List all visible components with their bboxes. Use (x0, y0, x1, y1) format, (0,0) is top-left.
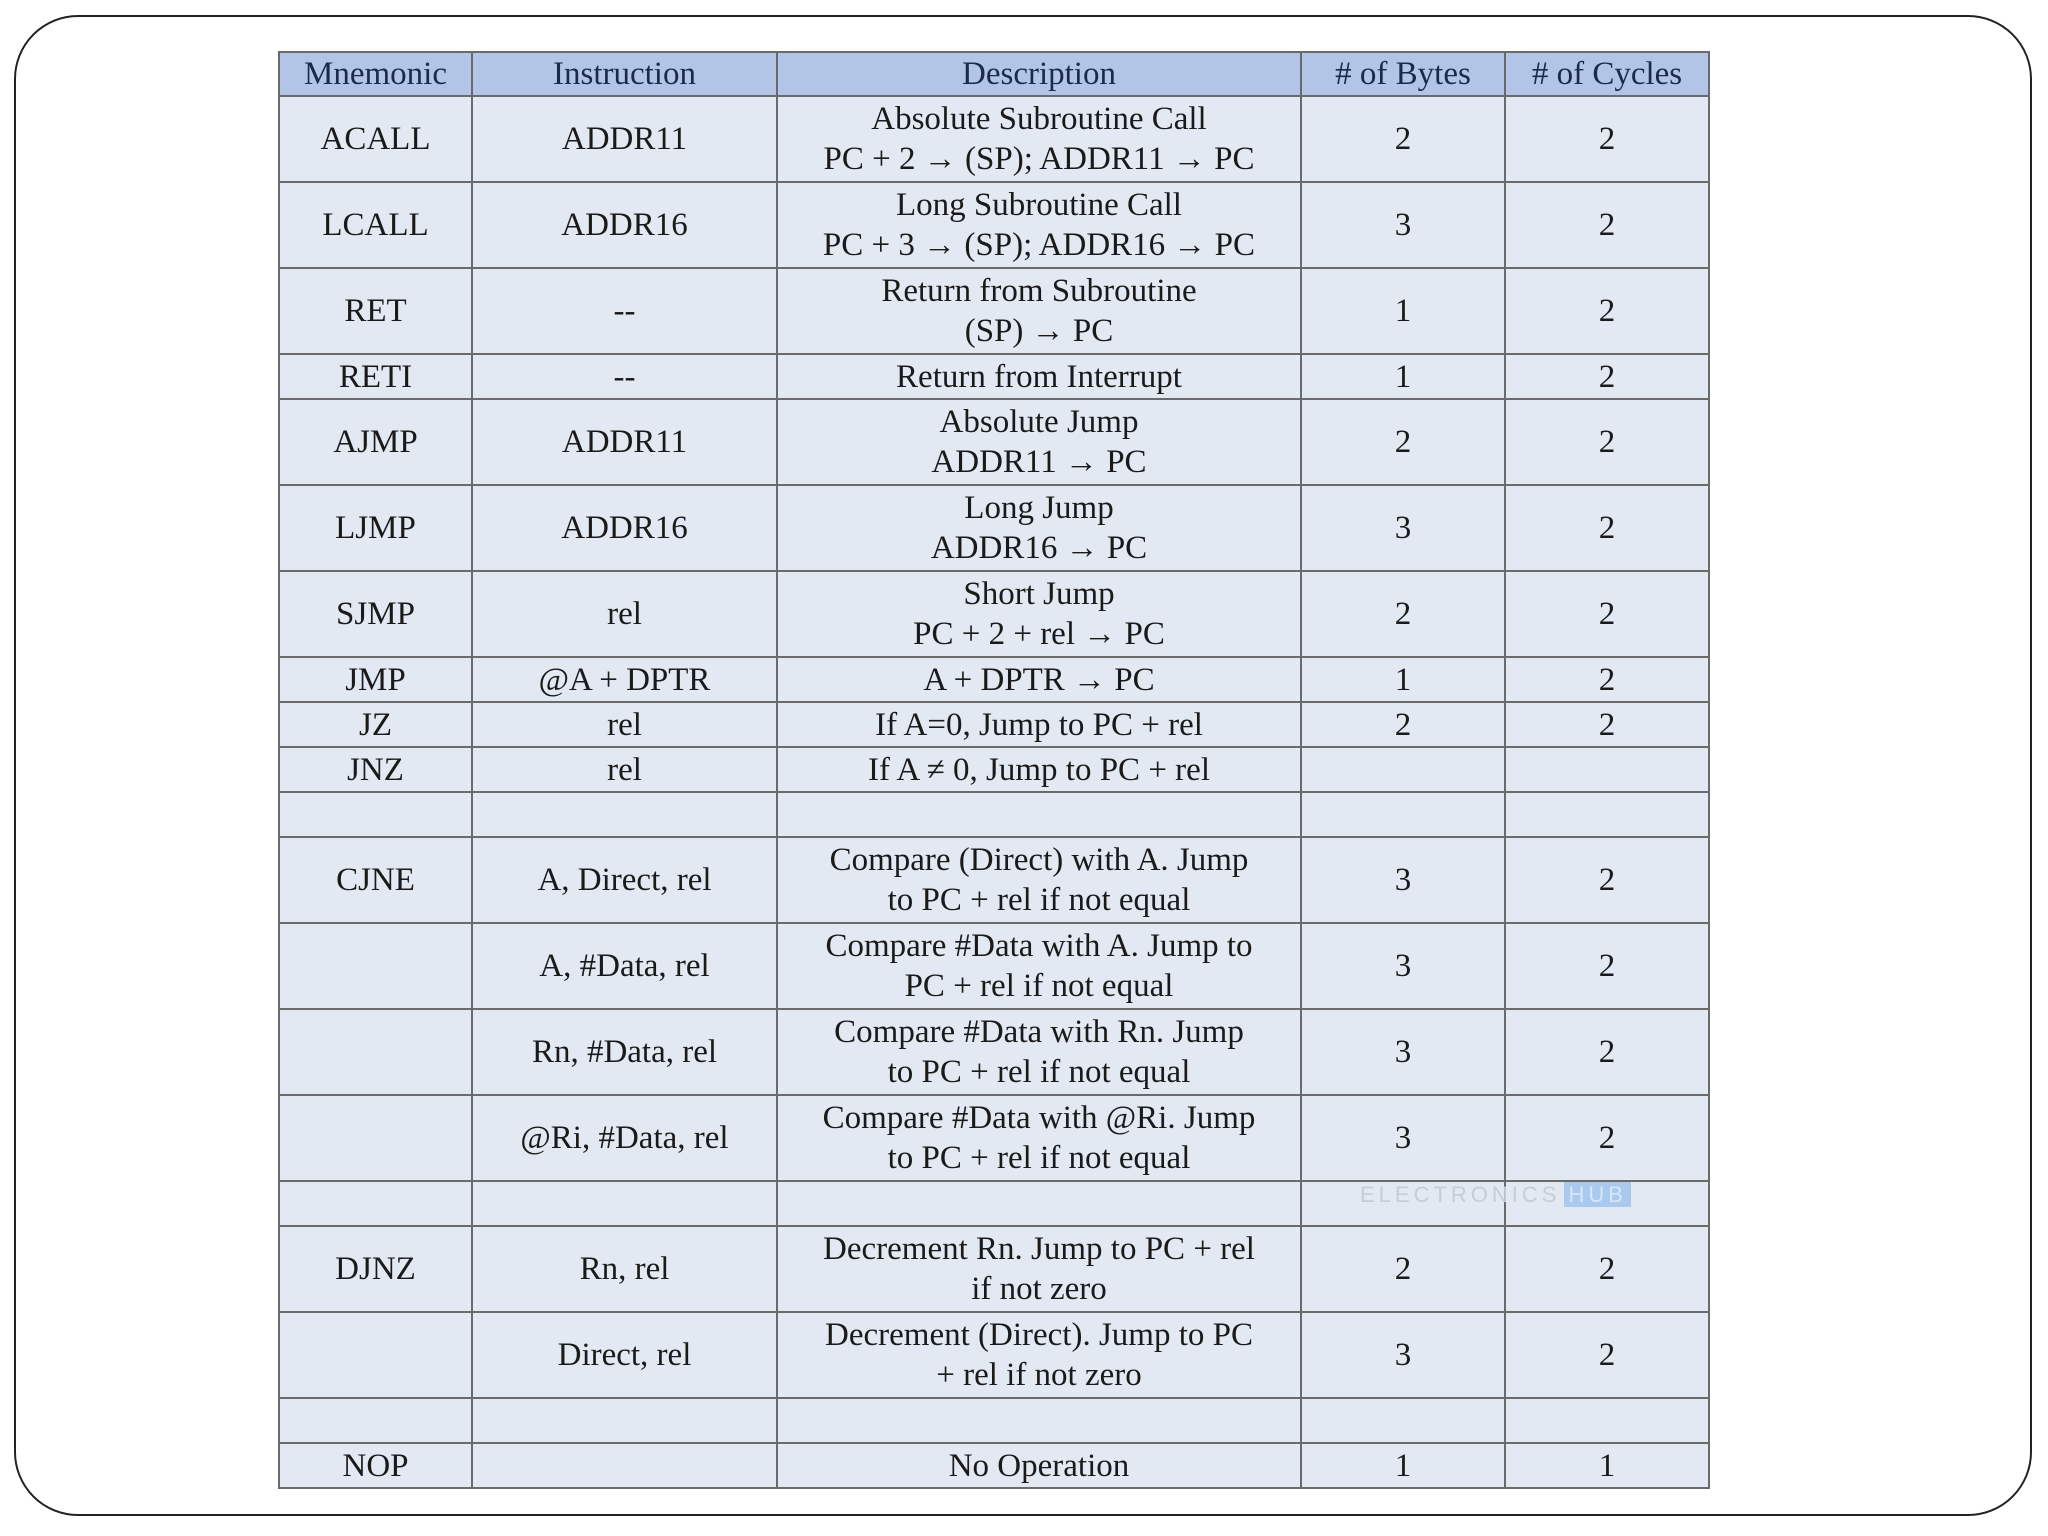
description-line: Long Jump (964, 490, 1114, 526)
cell-bytes (1301, 792, 1505, 837)
cell-cycles (1505, 792, 1709, 837)
table-row (279, 182, 1709, 268)
cell-bytes: 1 (1301, 657, 1505, 702)
description-line: If A=0, Jump to PC + rel (875, 706, 1203, 743)
description-line: Decrement (Direct). Jump to PC (825, 1317, 1253, 1353)
cell-mnemonic (279, 1009, 472, 1095)
cell-instruction: ADDR16 (472, 182, 777, 268)
cell-cycles: 1 (1505, 1443, 1709, 1488)
cell-cycles: 2 (1505, 1226, 1709, 1312)
cell-description (777, 571, 1301, 657)
cell-cycles: 2 (1505, 1009, 1709, 1095)
cell-mnemonic: ACALL (279, 96, 472, 182)
cell-bytes (1301, 747, 1505, 792)
table-row (279, 399, 1709, 485)
cell-bytes: 1 (1301, 268, 1505, 354)
cell-bytes: 3 (1301, 837, 1505, 923)
cell-mnemonic: LJMP (279, 485, 472, 571)
cell-description (777, 1181, 1301, 1226)
table-row (279, 657, 1709, 702)
description-line: PC + 2 → (SP); ADDR11 → PC (823, 141, 1255, 177)
cell-instruction (472, 1181, 777, 1226)
cell-bytes: 3 (1301, 1009, 1505, 1095)
description-line: PC + rel if not equal (904, 968, 1174, 1004)
description-line: (SP) → PC (964, 313, 1114, 349)
header-row (279, 52, 1709, 96)
table-row (279, 571, 1709, 657)
cell-description (777, 837, 1301, 923)
description-line: Compare (Direct) with A. Jump (829, 842, 1249, 878)
description-line: Long Subroutine Call (896, 187, 1182, 223)
table-row (279, 268, 1709, 354)
cell-description (777, 1226, 1301, 1312)
cell-instruction (472, 1443, 777, 1488)
cell-bytes: 3 (1301, 1095, 1505, 1181)
header-mnemonic: Mnemonic (279, 52, 472, 96)
cell-mnemonic: DJNZ (279, 1226, 472, 1312)
table-row (279, 747, 1709, 792)
instruction-table-container (278, 51, 1708, 1489)
description-line: ADDR11 → PC (931, 444, 1147, 480)
cell-cycles: 2 (1505, 571, 1709, 657)
cell-cycles: 2 (1505, 923, 1709, 1009)
cell-instruction: @A + DPTR (472, 657, 777, 702)
cell-cycles: 2 (1505, 399, 1709, 485)
cell-bytes: 3 (1301, 182, 1505, 268)
cell-cycles: 2 (1505, 837, 1709, 923)
table-row (279, 354, 1709, 399)
table-row (279, 1312, 1709, 1398)
description-line: Compare #Data with Rn. Jump (834, 1014, 1244, 1050)
description-line: No Operation (948, 1447, 1130, 1484)
description-line: ADDR16 → PC (930, 530, 1148, 566)
cell-description (777, 657, 1301, 702)
cell-mnemonic (279, 923, 472, 1009)
table-row (279, 1095, 1709, 1181)
cell-mnemonic (279, 1095, 472, 1181)
cell-instruction: A, Direct, rel (472, 837, 777, 923)
cell-instruction: Rn, rel (472, 1226, 777, 1312)
cell-description (777, 792, 1301, 837)
cell-instruction: @Ri, #Data, rel (472, 1095, 777, 1181)
cell-description (777, 1312, 1301, 1398)
cell-instruction: -- (472, 354, 777, 399)
cell-description (777, 485, 1301, 571)
cell-mnemonic: RET (279, 268, 472, 354)
cell-instruction: ADDR11 (472, 96, 777, 182)
cell-cycles (1505, 1398, 1709, 1443)
cell-bytes: 2 (1301, 96, 1505, 182)
cell-cycles: 2 (1505, 268, 1709, 354)
table-row (279, 1226, 1709, 1312)
table-row (279, 792, 1709, 837)
cell-mnemonic (279, 1312, 472, 1398)
cell-bytes: 2 (1301, 399, 1505, 485)
cell-mnemonic: LCALL (279, 182, 472, 268)
cell-description (777, 747, 1301, 792)
cell-description (777, 1443, 1301, 1488)
cell-bytes: 2 (1301, 571, 1505, 657)
cell-description (777, 702, 1301, 747)
description-line: Absolute Jump (939, 404, 1139, 440)
cell-mnemonic: CJNE (279, 837, 472, 923)
cell-description (777, 399, 1301, 485)
table-row (279, 1398, 1709, 1443)
cell-instruction: Rn, #Data, rel (472, 1009, 777, 1095)
description-line: to PC + rel if not equal (887, 882, 1191, 918)
table-row (279, 96, 1709, 182)
table-row (279, 702, 1709, 747)
cell-cycles (1505, 747, 1709, 792)
header-cycles: # of Cycles (1505, 52, 1709, 96)
cell-instruction (472, 1398, 777, 1443)
description-line: Short Jump (963, 576, 1115, 612)
cell-mnemonic: SJMP (279, 571, 472, 657)
cell-instruction: ADDR16 (472, 485, 777, 571)
cell-mnemonic: JZ (279, 702, 472, 747)
cell-bytes: 3 (1301, 1312, 1505, 1398)
description-line: Compare #Data with @Ri. Jump (822, 1100, 1256, 1136)
cell-cycles: 2 (1505, 182, 1709, 268)
description-line: + rel if not zero (936, 1357, 1142, 1393)
cell-instruction: rel (472, 702, 777, 747)
table-row (279, 923, 1709, 1009)
cell-cycles: 2 (1505, 485, 1709, 571)
description-line: Return from Interrupt (896, 358, 1182, 395)
cell-mnemonic: AJMP (279, 399, 472, 485)
header-bytes: # of Bytes (1301, 52, 1505, 96)
table-row (279, 1009, 1709, 1095)
cell-bytes: 2 (1301, 1226, 1505, 1312)
description-line: Decrement Rn. Jump to PC + rel (823, 1231, 1255, 1267)
header-description: Description (777, 52, 1301, 96)
description-line: PC + 3 → (SP); ADDR16 → PC (822, 227, 1256, 263)
cell-bytes: 3 (1301, 923, 1505, 1009)
cell-mnemonic (279, 1181, 472, 1226)
instruction-table (278, 51, 1710, 1489)
cell-instruction: rel (472, 747, 777, 792)
table-row (279, 837, 1709, 923)
cell-cycles: 2 (1505, 96, 1709, 182)
cell-mnemonic (279, 1398, 472, 1443)
cell-cycles: 2 (1505, 702, 1709, 747)
cell-mnemonic: JMP (279, 657, 472, 702)
cell-description (777, 1009, 1301, 1095)
watermark-suffix: HUB (1564, 1182, 1630, 1207)
cell-bytes: 2 (1301, 702, 1505, 747)
watermark-brand: ELECTRONICS (1360, 1182, 1561, 1207)
cell-description (777, 268, 1301, 354)
table-body (279, 96, 1709, 1488)
cell-mnemonic: RETI (279, 354, 472, 399)
description-line: PC + 2 + rel → PC (913, 616, 1165, 652)
watermark-logo (1360, 1182, 1631, 1208)
cell-instruction: Direct, rel (472, 1312, 777, 1398)
description-line: to PC + rel if not equal (887, 1140, 1191, 1176)
cell-cycles: 2 (1505, 1095, 1709, 1181)
description-line: Return from Subroutine (881, 273, 1197, 309)
cell-instruction: A, #Data, rel (472, 923, 777, 1009)
cell-instruction: rel (472, 571, 777, 657)
cell-description (777, 923, 1301, 1009)
description-line: Absolute Subroutine Call (871, 101, 1207, 137)
cell-mnemonic: JNZ (279, 747, 472, 792)
description-line: A + DPTR → PC (923, 661, 1155, 698)
cell-description (777, 1398, 1301, 1443)
description-line: to PC + rel if not equal (887, 1054, 1191, 1090)
cell-bytes: 3 (1301, 485, 1505, 571)
cell-description (777, 354, 1301, 399)
cell-bytes (1301, 1398, 1505, 1443)
table-row (279, 1443, 1709, 1488)
cell-mnemonic: NOP (279, 1443, 472, 1488)
cell-cycles: 2 (1505, 1312, 1709, 1398)
cell-cycles: 2 (1505, 354, 1709, 399)
cell-bytes: 1 (1301, 1443, 1505, 1488)
cell-description (777, 96, 1301, 182)
cell-bytes: 1 (1301, 354, 1505, 399)
description-line: If A ≠ 0, Jump to PC + rel (868, 751, 1210, 788)
cell-instruction: -- (472, 268, 777, 354)
cell-description (777, 1095, 1301, 1181)
cell-instruction: ADDR11 (472, 399, 777, 485)
description-line: Compare #Data with A. Jump to (825, 928, 1253, 964)
cell-cycles: 2 (1505, 657, 1709, 702)
cell-instruction (472, 792, 777, 837)
table-row (279, 485, 1709, 571)
cell-description (777, 182, 1301, 268)
cell-mnemonic (279, 792, 472, 837)
header-instruction: Instruction (472, 52, 777, 96)
description-line: if not zero (971, 1271, 1107, 1307)
